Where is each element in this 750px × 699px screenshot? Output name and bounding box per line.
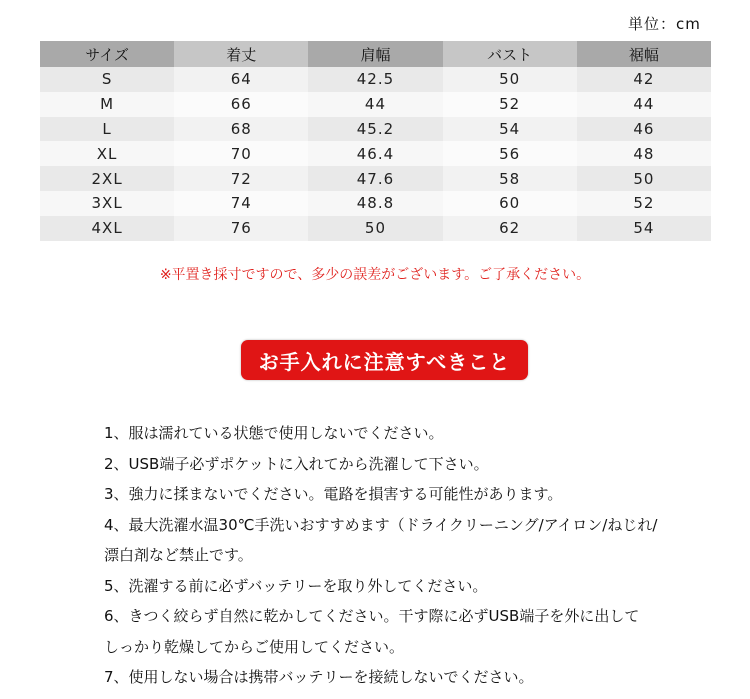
table-cell: 56 bbox=[443, 141, 577, 166]
header-length: 着丈 bbox=[174, 41, 308, 67]
care-instruction-line: 漂白剤など禁止です。 bbox=[104, 546, 253, 564]
table-row bbox=[40, 216, 711, 241]
table-cell: 44 bbox=[577, 92, 711, 117]
table-cell: 45.2 bbox=[308, 117, 442, 142]
unit-label: 単位：cm bbox=[628, 15, 701, 33]
care-instruction-line: 1、服は濡れている状態で使用しないでください。 bbox=[104, 424, 444, 442]
table-row bbox=[40, 166, 711, 191]
size-chart-table bbox=[40, 41, 711, 241]
table-cell: 42 bbox=[577, 67, 711, 92]
table-cell: 50 bbox=[443, 67, 577, 92]
table-cell: 52 bbox=[577, 191, 711, 216]
table-row bbox=[40, 191, 711, 216]
table-cell: 66 bbox=[174, 92, 308, 117]
header-bust: バスト bbox=[443, 41, 577, 67]
table-cell: 48.8 bbox=[308, 191, 442, 216]
table-cell: L bbox=[40, 117, 174, 142]
table-cell: 3XL bbox=[40, 191, 174, 216]
table-cell: 68 bbox=[174, 117, 308, 142]
table-cell: 76 bbox=[174, 216, 308, 241]
table-cell: S bbox=[40, 67, 174, 92]
table-cell: 62 bbox=[443, 216, 577, 241]
care-instruction-line: 4、最大洗濯水温30℃手洗いおすすめます（ドライクリーニング/アイロン/ねじれ/ bbox=[104, 515, 658, 534]
table-cell: 70 bbox=[174, 141, 308, 166]
care-instructions-list bbox=[104, 418, 724, 693]
table-cell: 42.5 bbox=[308, 67, 442, 92]
table-row bbox=[40, 67, 711, 92]
table-cell: 50 bbox=[308, 216, 442, 241]
table-row bbox=[40, 92, 711, 117]
care-instruction-line: 5、洗濯する前に必ずバッテリーを取り外してください。 bbox=[104, 576, 488, 595]
table-cell: 54 bbox=[443, 117, 577, 142]
table-cell: 47.6 bbox=[308, 166, 442, 191]
table-cell: 48 bbox=[577, 141, 711, 166]
table-cell: 2XL bbox=[40, 166, 174, 191]
table-cell: M bbox=[40, 92, 174, 117]
table-row bbox=[40, 117, 711, 142]
header-size: サイズ bbox=[40, 41, 174, 67]
care-instruction-line: 6、きつく絞らず自然に乾かしてください。干す際に必ずUSB端子を外に出して bbox=[104, 607, 640, 625]
table-row bbox=[40, 141, 711, 166]
table-cell: 52 bbox=[443, 92, 577, 117]
care-title-badge: お手入れに注意すべきこと bbox=[241, 340, 528, 380]
header-hem: 裾幅 bbox=[577, 41, 711, 67]
care-instruction-line: 2、USB端子必ずポケットに入れてから洗濯して下さい。 bbox=[104, 454, 489, 473]
table-cell: 64 bbox=[174, 67, 308, 92]
table-cell: 74 bbox=[174, 191, 308, 216]
table-cell: 44 bbox=[308, 92, 442, 117]
table-cell: 46 bbox=[577, 117, 711, 142]
table-cell: 50 bbox=[577, 166, 711, 191]
table-cell: 54 bbox=[577, 216, 711, 241]
care-instruction-line: 3、強力に揉まないでください。電路を損害する可能性があります。 bbox=[104, 485, 563, 503]
table-header-row bbox=[40, 41, 711, 67]
table-cell: 46.4 bbox=[308, 141, 442, 166]
table-cell: 4XL bbox=[40, 216, 174, 241]
header-shoulder: 肩幅 bbox=[308, 41, 442, 67]
care-instruction-line: 7、使用しない場合は携帯バッテリーを接続しないでください。 bbox=[104, 668, 534, 686]
table-cell: XL bbox=[40, 141, 174, 166]
measurement-note: ※平置き採寸ですので、多少の誤差がございます。ご了承ください。 bbox=[159, 267, 591, 283]
table-cell: 60 bbox=[443, 191, 577, 216]
care-instruction-line: しっかり乾燥してからご使用してください。 bbox=[104, 637, 405, 656]
table-cell: 72 bbox=[174, 166, 308, 191]
table-cell: 58 bbox=[443, 166, 577, 191]
